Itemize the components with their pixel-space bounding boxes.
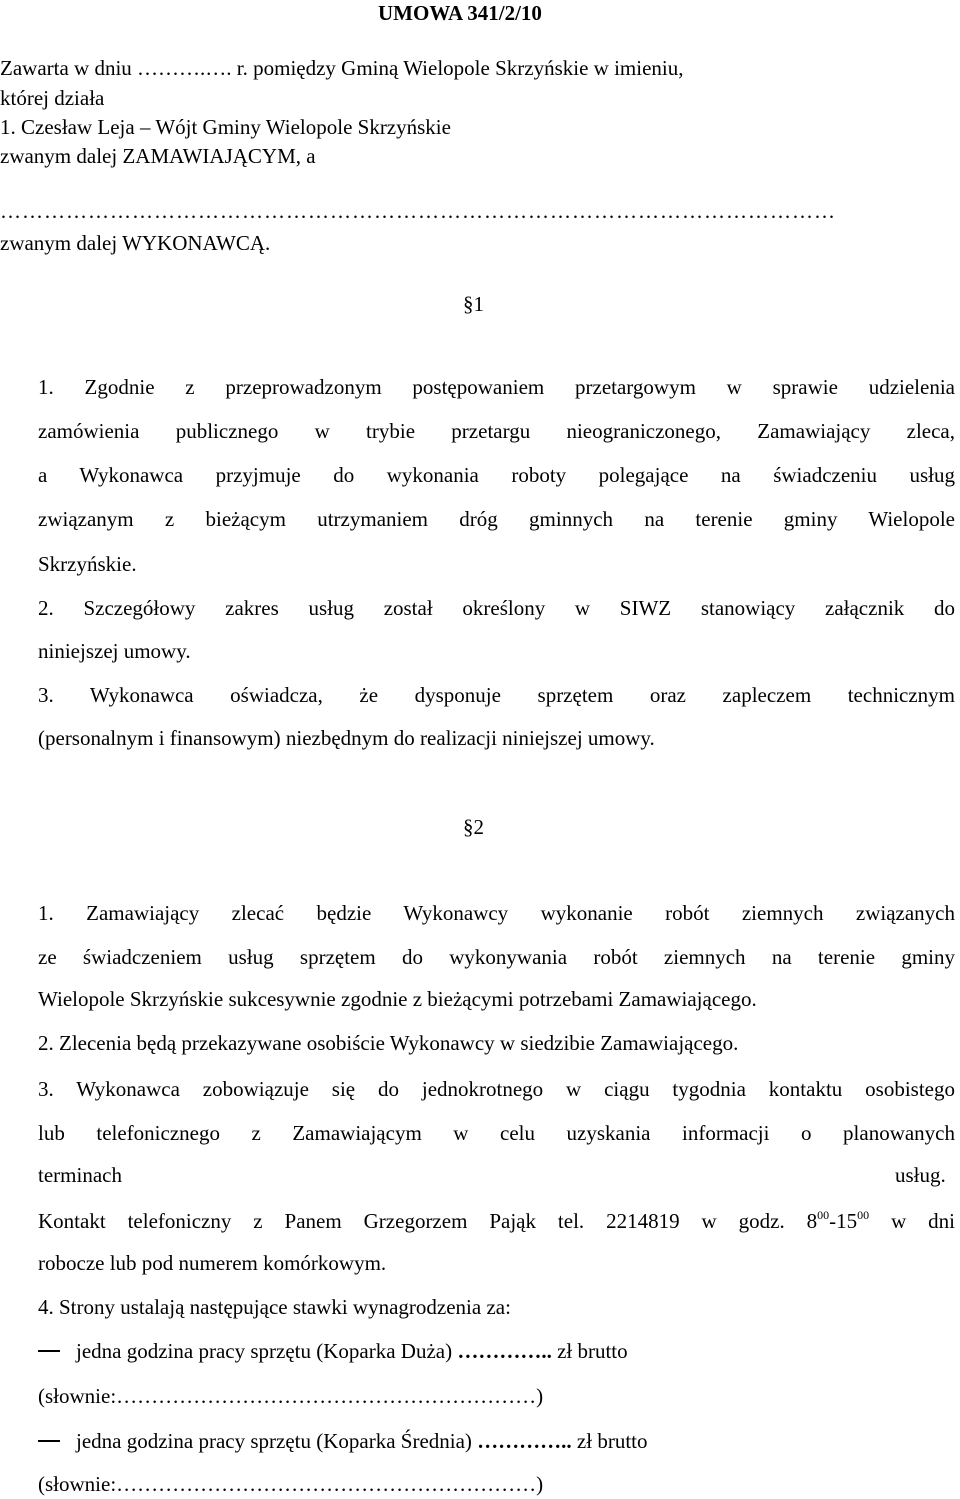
list-dash-icon [38, 1350, 60, 1352]
s2-p3-line-3-end: usług. [895, 1163, 946, 1187]
rate-item-1-unit: zł brutto [551, 1339, 628, 1363]
rate-item-2-blank: ………….. [477, 1429, 572, 1453]
s2-p3-line-4-text-c: w dni [869, 1209, 956, 1233]
s2-p3-line-4 [38, 1209, 955, 1234]
intro-line-2: której działa [0, 86, 105, 110]
s1-p1-line-5: Skrzyńskie. [38, 552, 137, 576]
s1-p1-line-3: a Wykonawca przyjmuje do wykonania roboty polegające na świadczeniu usług [38, 463, 955, 487]
s2-p3-line-3-start: terminach [38, 1163, 122, 1187]
rate-item-2-label: jedna godzina pracy sprzętu (Koparka Średnia) [76, 1429, 478, 1453]
rate-item-2-unit: zł brutto [571, 1429, 648, 1453]
rate-item-koparka-duza [38, 1341, 628, 1362]
list-dash-icon [38, 1440, 60, 1442]
intro-line-3: 1. Czesław Leja – Wójt Gminy Wielopole Skrzyńskie [0, 115, 451, 139]
s1-p1-line-1: 1. Zgodnie z przeprowadzonym postępowaniem przetargowym w sprawie udzielenia [38, 375, 955, 399]
s2-p3-line-5: robocze lub pod numerem komórkowym. [38, 1251, 387, 1275]
section-1-heading: §1 [463, 292, 484, 316]
s1-p1-line-4: związanym z bieżącym utrzymaniem dróg gminnych na terenie gminy Wielopole [38, 507, 955, 531]
s2-p1-line-1: 1. Zamawiający zlecać będzie Wykonawcy wykonanie robót ziemnych związanych [38, 901, 955, 925]
s1-p2-line-2: niniejszej umowy. [38, 639, 191, 663]
rate-item-koparka-srednia [38, 1431, 648, 1452]
rate-item-1-label: jedna godzina pracy sprzętu (Koparka Duża) [76, 1339, 458, 1363]
rate-item-1-words: (słownie:……………………………………………………) [38, 1384, 544, 1408]
s1-p1-line-2: zamówienia publicznego w trybie przetargu nieograniczonego, Zamawiający zleca, [38, 419, 955, 443]
s1-p3-line-2: (personalnym i finansowym) niezbędnym do realizacji niniejszej umowy. [38, 726, 655, 750]
s2-p1-line-3: Wielopole Skrzyńskie sukcesywnie zgodnie z bieżącymi potrzebami Zamawiającego. [38, 987, 757, 1011]
s2-p4-line-1: 4. Strony ustalają następujące stawki wynagrodzenia za: [38, 1295, 511, 1319]
section-2-heading: §2 [463, 815, 484, 839]
intro-line-5: …………………………………………………………………………………………………… [0, 199, 836, 223]
s2-p2-line-1: 2. Zlecenia będą przekazywane osobiście Wykonawcy w siedzibie Zamawiającego. [38, 1031, 739, 1055]
s2-p3-line-4-sup-1: 00 [817, 1208, 830, 1222]
s2-p3-line-4-sup-2: 00 [857, 1208, 870, 1222]
document-title: UMOWA 341/2/10 [378, 1, 542, 25]
rate-item-1-blank: ………….. [457, 1339, 552, 1363]
intro-line-1: Zawarta w dniu ……….…. r. pomiędzy Gminą Wielopole Skrzyńskie w imieniu, [0, 56, 684, 80]
s2-p3-line-4-text-b: -15 [829, 1209, 858, 1233]
s2-p3-line-1: 3. Wykonawca zobowiązuje się do jednokrotnego w ciągu tygodnia kontaktu osobistego [38, 1077, 955, 1101]
s2-p3-line-4-text-a: Kontakt telefoniczny z Panem Grzegorzem Pająk tel. 2214819 w godz. 8 [38, 1209, 818, 1233]
s2-p3-line-2: lub telefonicznego z Zamawiającym w celu uzyskania informacji o planowanych [38, 1121, 955, 1145]
intro-line-4: zwanym dalej ZAMAWIAJĄCYM, a [0, 144, 316, 168]
rate-item-2-words: (słownie:……………………………………………………) [38, 1472, 544, 1496]
s1-p3-line-1: 3. Wykonawca oświadcza, że dysponuje sprzętem oraz zapleczem technicznym [38, 683, 955, 707]
s2-p1-line-2: ze świadczeniem usług sprzętem do wykonywania robót ziemnych na terenie gminy [38, 945, 955, 969]
s1-p2-line-1: 2. Szczegółowy zakres usług został określony w SIWZ stanowiący załącznik do [38, 596, 955, 620]
intro-line-6: zwanym dalej WYKONAWCĄ. [0, 231, 271, 255]
